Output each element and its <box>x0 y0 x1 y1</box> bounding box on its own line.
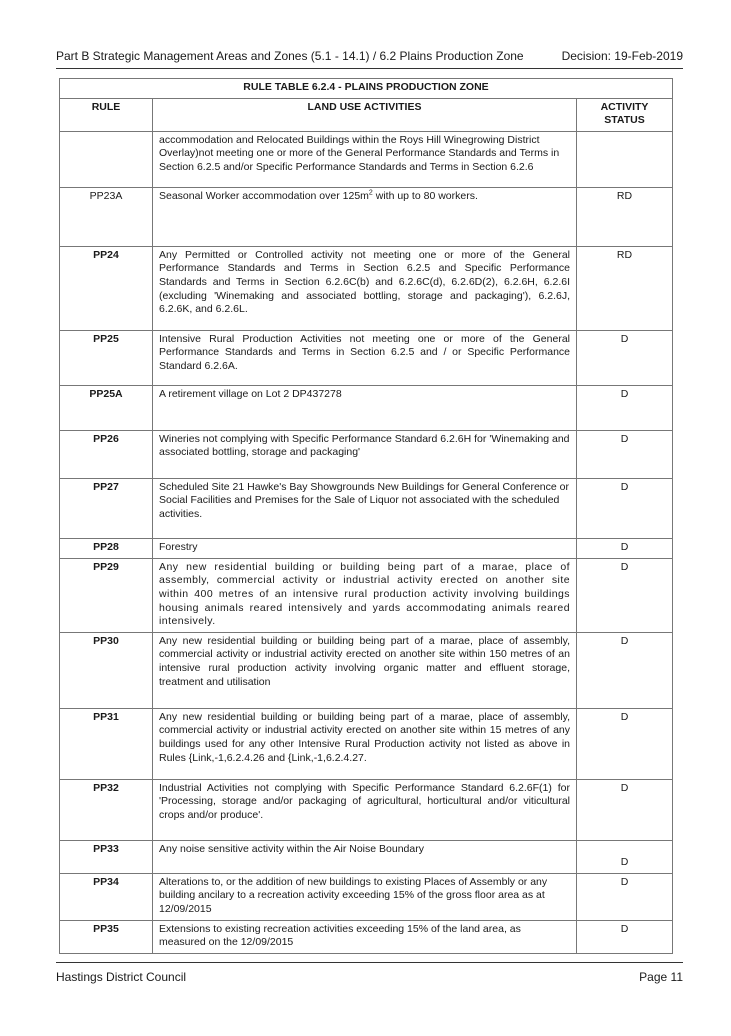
footer-divider <box>56 962 683 963</box>
activity-cell: Any new residential building or building being part of a marae, place of assembly, commercial activity or industrial activity erected on another site within 15 metres of any buildings used for any other Intensive Rural Production activity not listed as above in Rules {Link,-1,6.2.4.26 and {Link,-1,6.2.4.27. <box>153 708 577 779</box>
table-row <box>60 478 673 538</box>
status-cell: D <box>577 385 673 430</box>
column-header-rule: RULE <box>60 98 153 131</box>
header-divider <box>56 68 683 69</box>
rule-cell: PP27 <box>60 478 153 538</box>
footer-page-number: Page 11 <box>639 970 683 984</box>
status-cell: D <box>577 779 673 840</box>
page-footer <box>56 970 683 984</box>
activity-cell: Any Permitted or Controlled activity not meeting one or more of the General Performance Standards and Terms in Section 6.2.5 and Specific Performance Standards and Terms in Section 6.2.6C(b) and 6.2.6C(d), 6.2.6D(2), 6.2.6H, 6.2.6I (excluding 'Winemaking and associated bottling, storage and packaging'), 6.2.6J, 6.2.6K, and 6.2.6L. <box>153 246 577 330</box>
table-row <box>60 187 673 246</box>
activity-cell: Any noise sensitive activity within the Air Noise Boundary <box>153 840 577 873</box>
column-header-activities: LAND USE ACTIVITIES <box>153 98 577 131</box>
page-header <box>56 49 683 63</box>
rule-cell: PP23A <box>60 187 153 246</box>
table-header-row <box>60 98 673 131</box>
status-cell: D <box>577 430 673 478</box>
table-row <box>60 708 673 779</box>
table-row <box>60 920 673 953</box>
activity-cell: Any new residential building or building being part of a marae, place of assembly, commercial activity or industrial activity erected on another site within 400 metres of an intensive rural production activity involving buildings housing animals reared intensively and yards accommodating animals reared intensively. <box>153 558 577 632</box>
table-title: RULE TABLE 6.2.4 - PLAINS PRODUCTION ZONE <box>60 79 673 99</box>
activity-cell: Wineries not complying with Specific Performance Standard 6.2.6H for 'Winemaking and associated bottling, storage and packaging' <box>153 430 577 478</box>
rule-cell: PP24 <box>60 246 153 330</box>
rule-cell: PP30 <box>60 632 153 708</box>
activity-cell: Scheduled Site 21 Hawke's Bay Showgrounds New Buildings for General Conference or Social Facilities and Premises for the Sale of Liquor not associated with the scheduled activities. <box>153 478 577 538</box>
table-row <box>60 632 673 708</box>
status-cell: RD <box>577 246 673 330</box>
table-row <box>60 779 673 840</box>
activity-cell: Industrial Activities not complying with Specific Performance Standard 6.2.6F(1) for 'Processing, storage and/or packaging of agricultural, horticultural and/or viticultural crops and/or produce'. <box>153 779 577 840</box>
activity-cell: Seasonal Worker accommodation over $125m^2$ with up to 80 workers. <box>153 187 577 246</box>
activity-cell: Forestry <box>153 538 577 558</box>
table-row <box>60 873 673 920</box>
rule-cell: PP34 <box>60 873 153 920</box>
status-cell: D <box>577 920 673 953</box>
rule-cell <box>60 131 153 187</box>
rule-cell: PP29 <box>60 558 153 632</box>
status-cell <box>577 131 673 187</box>
rule-cell: PP25 <box>60 330 153 385</box>
header-section-title: Part B Strategic Management Areas and Zones (5.1 - 14.1) / 6.2 Plains Production Zone <box>56 49 524 63</box>
status-cell: D <box>577 632 673 708</box>
table-title-row <box>60 79 673 99</box>
status-cell: D <box>577 873 673 920</box>
table-row <box>60 131 673 187</box>
column-header-status: ACTIVITY STATUS <box>577 98 673 131</box>
rule-cell: PP31 <box>60 708 153 779</box>
status-cell: D <box>577 330 673 385</box>
activity-cell: A retirement village on Lot 2 DP437278 <box>153 385 577 430</box>
status-cell: D <box>577 538 673 558</box>
status-cell: D <box>577 840 673 873</box>
status-cell: D <box>577 478 673 538</box>
rule-cell: PP25A <box>60 385 153 430</box>
table-row <box>60 558 673 632</box>
table-row <box>60 840 673 873</box>
activity-cell: Intensive Rural Production Activities not meeting one or more of the General Performance Standards and Terms in Section 6.2.5 and / or Specific Performance Standard 6.2.6A. <box>153 330 577 385</box>
rule-table <box>59 78 673 954</box>
rule-cell: PP28 <box>60 538 153 558</box>
rule-cell: PP32 <box>60 779 153 840</box>
rule-cell: PP35 <box>60 920 153 953</box>
table-row <box>60 246 673 330</box>
activity-cell: accommodation and Relocated Buildings within the Roys Hill Winegrowing District Overlay)not meeting one or more of the General Performance Standards and Terms in Section 6.2.5 and/or Specific Performance Standards and Terms in Section 6.2.6 <box>153 131 577 187</box>
status-cell: RD <box>577 187 673 246</box>
table-row <box>60 330 673 385</box>
status-cell: D <box>577 558 673 632</box>
table-row <box>60 385 673 430</box>
table-row <box>60 430 673 478</box>
footer-council-name: Hastings District Council <box>56 970 187 984</box>
activity-cell: Alterations to, or the addition of new buildings to existing Places of Assembly or any building ancilary to a recreation activity exceeding 15% of the gross floor area as at 12/09/2015 <box>153 873 577 920</box>
activity-cell: Extensions to existing recreation activities exceeding 15% of the land area, as measured on the 12/09/2015 <box>153 920 577 953</box>
status-cell: D <box>577 708 673 779</box>
activity-cell: Any new residential building or building being part of a marae, place of assembly, commercial activity or industrial activity erected on another site within 150 metres of an intensive rural production activity involving organic matter and effluent storage, treatment and utilisation <box>153 632 577 708</box>
table-row <box>60 538 673 558</box>
rule-cell: PP26 <box>60 430 153 478</box>
rule-cell: PP33 <box>60 840 153 873</box>
header-decision-date: Decision: 19-Feb-2019 <box>561 49 683 63</box>
